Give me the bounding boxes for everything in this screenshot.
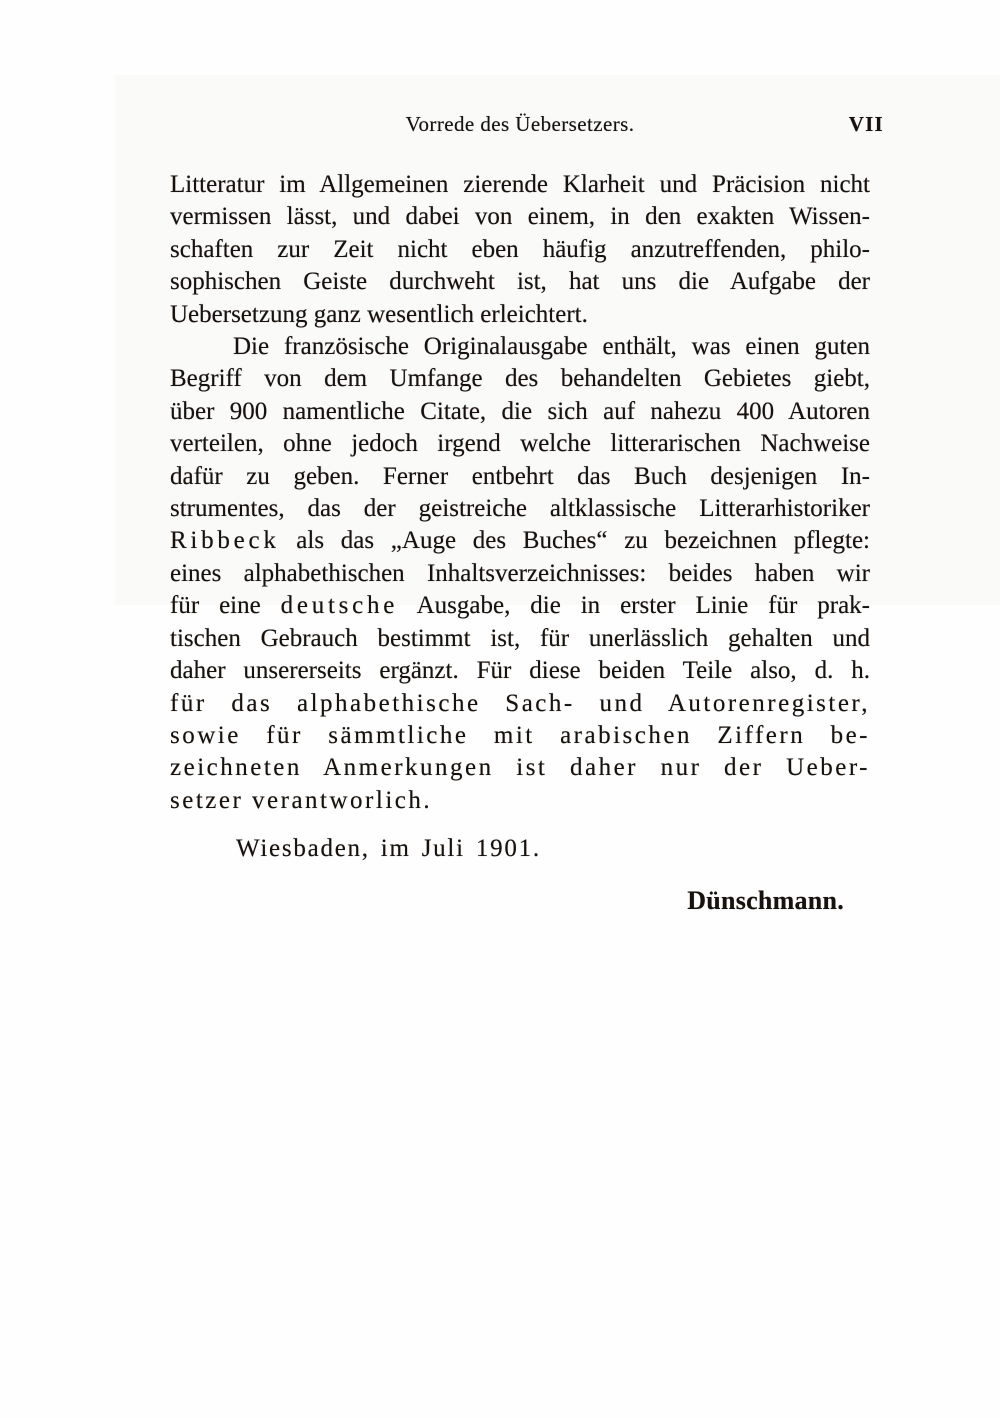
text-line: eines alphabethischen Inhaltsverzeichnisses: beides haben wir [170,559,870,587]
text-line-spaced: setzer verantworlich. [170,786,433,814]
paragraph-opening [170,169,870,331]
text-line: tischen Gebrauch bestimmt ist, für unerlässlich gehalten und [170,624,870,652]
author-name-ribbeck: Ribbeck [170,527,280,555]
text-line: verteilen, ohne jedoch irgend welche litterarischen Nachweise [170,430,870,458]
text-line: daher unsererseits ergänzt. Für diese beiden Teile also, d. h. [170,657,870,685]
line-start: für eine [170,592,281,620]
text-line-spaced: sowie für sämmtliche mit arabischen Ziffern be- [170,721,870,749]
text-line-spaced: zeichneten Anmerkungen ist daher nur der Ueber- [170,754,870,782]
text-line: schaften zur Zeit nicht eben häufig anzutreffenden, philo- [170,235,870,263]
line-continuation: als das „Auge des Buches“ zu bezeichnen pflegte: [279,527,870,555]
emphasized-word-deutsche: deutsche [280,592,399,620]
text-line [170,525,870,557]
text-line: Uebersetzung ganz wesentlich erleichtert. [170,300,588,328]
text-line-spaced: für das alphabethische Sach- und Autorenregister, [170,689,870,717]
dateline: Wiesbaden, im Juli 1901. [236,835,541,863]
text-line [170,590,870,622]
text-line: Litteratur im Allgemeinen zierende Klarheit und Präcision nicht [170,171,870,198]
text-line: dafür zu geben. Ferner entbehrt das Buch desjenigen In- [170,462,870,490]
line-continuation: Ausgabe, die in erster Linie für prak- [398,592,870,620]
text-line: vermissen lässt, und dabei von einem, in den exakten Wissen- [170,203,870,231]
text-line: sophischen Geiste durchweht ist, hat uns die Aufgabe der [170,268,870,296]
running-head [170,112,884,140]
text-block [170,169,870,917]
signature: Dünschmann. [687,885,844,915]
text-line: strumentes, das der geistreiche altklassische Litterarhistoriker [170,495,870,523]
text-line: Die französische Originalausgabe enthält, was einen guten [233,333,870,361]
paragraph-main [170,331,870,817]
page-number: VII [848,112,884,136]
text-line: über 900 namentliche Citate, die sich auf nahezu 400 Autoren [170,397,870,425]
text-line: Begriff von dem Umfange des behandelten Gebietes giebt, [170,365,870,393]
running-title: Vorrede des Üebersetzers. [405,112,635,136]
